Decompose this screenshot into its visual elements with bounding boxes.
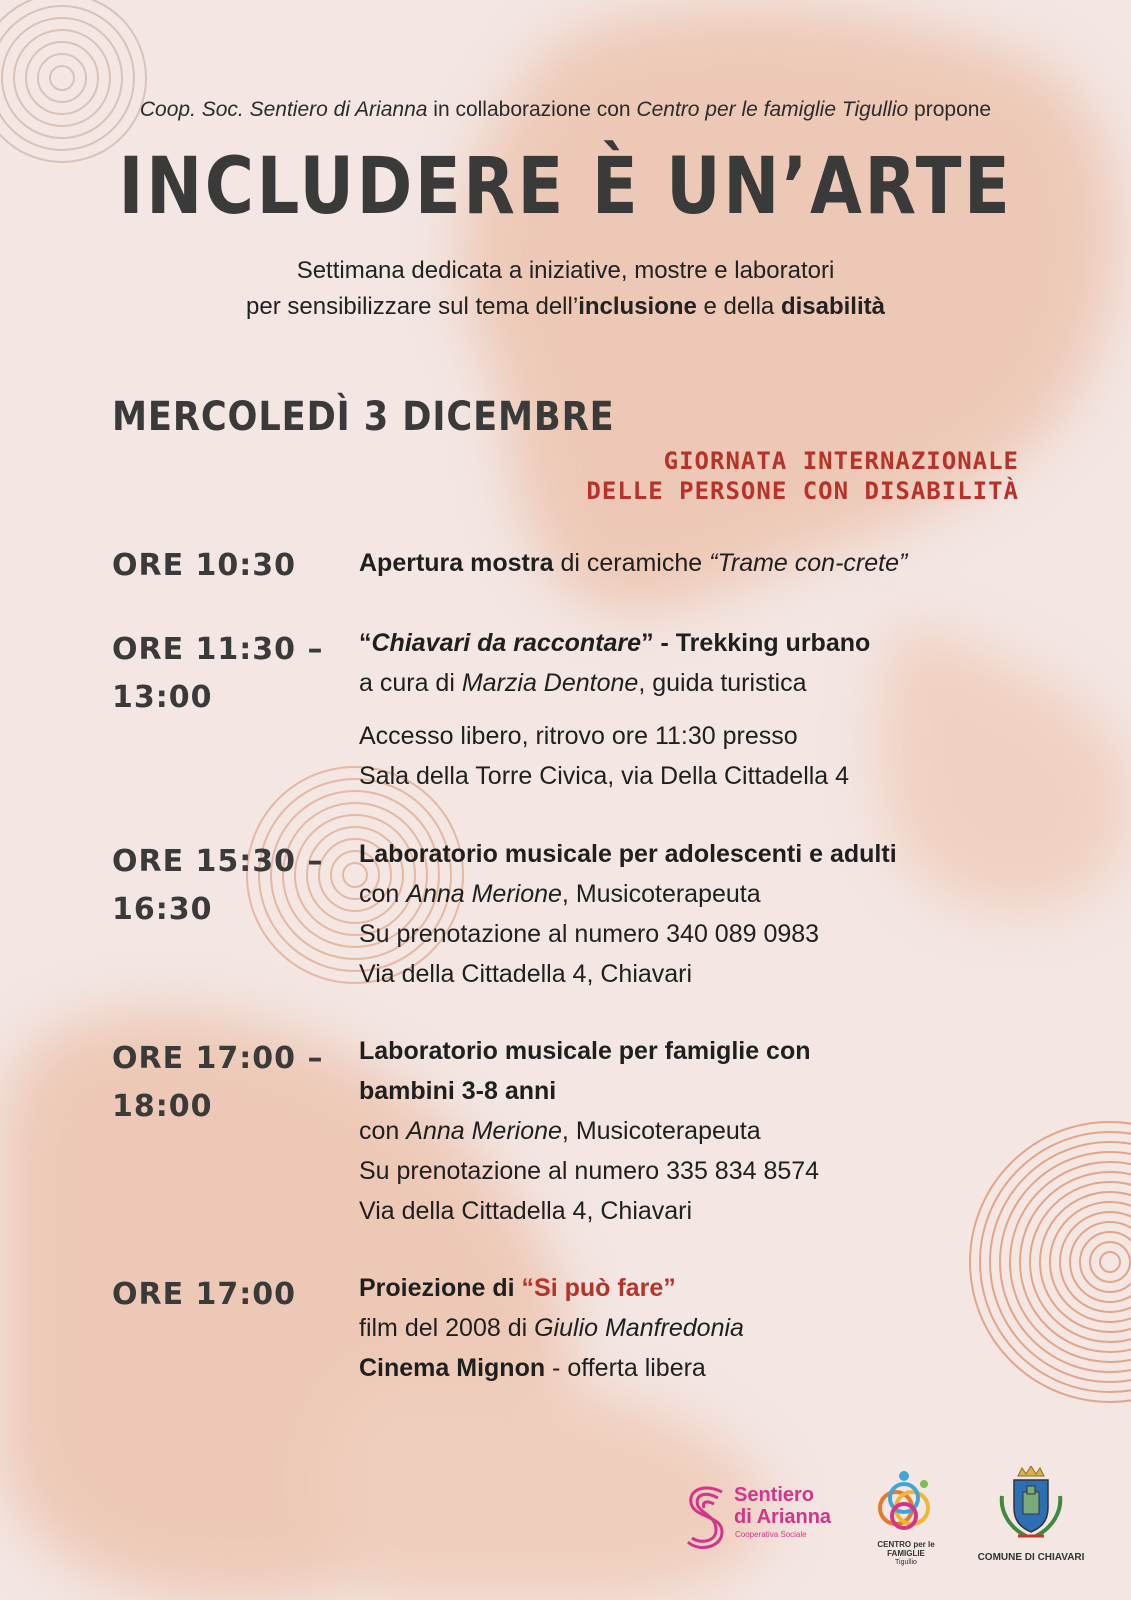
event-time: [112, 838, 327, 934]
event-title-bold: Laboratorio musicale per famiglie con: [359, 1037, 811, 1065]
event-time-line: 16:30: [112, 892, 213, 927]
intro-mid: in collaborazione con: [433, 98, 631, 121]
subtitle-line-2: [0, 289, 1131, 325]
international-day-line-2: DELLE PERSONE CON DISABILITÀ: [586, 477, 1019, 505]
sentiero-logo-mark: [682, 1482, 732, 1554]
event-text: , Musicoterapeuta: [561, 880, 761, 908]
event-time-line: 13:00: [112, 680, 213, 715]
event-time-line: ORE 17:00 –: [112, 1041, 324, 1076]
event-time: [112, 1035, 327, 1131]
event-line: Sala della Torre Civica, via Della Cittadella 4: [359, 762, 850, 790]
logo-text: Sentiero: [734, 1484, 815, 1506]
intro-line: [0, 98, 1131, 122]
event-text: , Musicoterapeuta: [561, 1117, 761, 1145]
day-heading: MERCOLEDÌ 3 DICEMBRE: [112, 394, 615, 440]
event-title-bold: bambini 3-8 anni: [359, 1077, 557, 1105]
event-text: , guida turistica: [638, 669, 807, 697]
event-time: [112, 542, 327, 590]
venue-name: Cinema Mignon: [359, 1354, 546, 1382]
event-text: con: [359, 1117, 407, 1145]
page-title: INCLUDERE È UN’ARTE: [118, 142, 1013, 232]
film-title: “Si può fare”: [521, 1274, 676, 1302]
centro-famiglie-logo-mark: [866, 1468, 946, 1538]
event-title-bold: ” - Trekking urbano: [641, 629, 871, 657]
subtitle-line-1: Settimana dedicata a iniziative, mostre e laboratori: [296, 257, 835, 284]
event-line: [359, 663, 1039, 703]
logo-text: FAMIGLIE: [887, 1549, 925, 1558]
international-day-line-1: GIORNATA INTERNAZIONALE: [663, 447, 1019, 475]
event-title: [359, 834, 1039, 874]
event-person: Marzia Dentone: [461, 669, 639, 697]
event-title-italic: “Trame con-crete”: [709, 549, 908, 577]
subtitle-keyword-disabilita: disabilità: [780, 293, 885, 320]
event-title: [359, 1268, 1039, 1308]
event-line: Su prenotazione al numero 335 834 8574: [359, 1157, 820, 1185]
event-line: [359, 1111, 1039, 1151]
logo-text: COMUNE DI CHIAVARI: [977, 1552, 1085, 1563]
event-line: [359, 874, 1039, 914]
logo-subtext: Cooperativa Sociale: [735, 1530, 807, 1539]
event-text: - offerta libera: [545, 1354, 706, 1382]
event-line: [359, 1308, 1039, 1348]
event-line: Via della Cittadella 4, Chiavari: [359, 1197, 693, 1225]
event-title: [359, 623, 1039, 663]
event-time-line: ORE 10:30: [112, 548, 297, 583]
event-title-italic: Chiavari da raccontare: [371, 629, 642, 657]
intro-partner: Centro per le famiglie Tigullio: [636, 98, 909, 121]
event-line: [359, 1348, 1039, 1388]
subtitle-text: e della: [696, 293, 781, 320]
event-person: Giulio Manfredonia: [534, 1314, 744, 1342]
event-description: [359, 623, 1039, 796]
event-title-text: di ceramiche: [553, 549, 710, 577]
logo-text: CENTRO per le: [877, 1540, 935, 1549]
subtitle: [0, 253, 1131, 325]
logo-comune-di-chiavari: [966, 1466, 1096, 1576]
event-description: [359, 1031, 1039, 1231]
event-description: [359, 1268, 1039, 1388]
logo-sentiero-di-arianna: [682, 1480, 842, 1560]
subtitle-keyword-inclusione: inclusione: [578, 293, 697, 320]
concentric-circles-top-left: [0, 0, 146, 162]
event-text: film del 2008 di: [359, 1314, 535, 1342]
intro-end: propone: [914, 98, 992, 121]
event-line: Via della Cittadella 4, Chiavari: [359, 960, 693, 988]
event-title-bold: Apertura mostra: [359, 549, 554, 577]
event-line: Accesso libero, ritrovo ore 11:30 presso: [359, 722, 798, 750]
event-title: [359, 543, 1039, 583]
event-text: a cura di: [359, 669, 462, 697]
logo-text: Tigullio: [895, 1559, 917, 1566]
event-text: con: [359, 880, 407, 908]
intro-org: Coop. Soc. Sentiero di Arianna: [139, 98, 428, 121]
event-time-line: 18:00: [112, 1089, 213, 1124]
event-time-line: ORE 17:00: [112, 1277, 297, 1312]
event-title-bold: Laboratorio musicale per adolescenti e adulti: [359, 840, 897, 868]
international-day-label: [586, 446, 1019, 506]
event-person: Anna Merione: [406, 1117, 562, 1145]
event-title: [359, 1031, 1039, 1071]
event-title: [359, 1071, 1039, 1111]
event-line: Su prenotazione al numero 340 089 0983: [359, 920, 820, 948]
event-time-line: ORE 15:30 –: [112, 844, 324, 879]
event-title-bold: “: [359, 629, 372, 657]
event-title-bold: Proiezione di: [359, 1274, 522, 1302]
logo-text: di Arianna: [734, 1506, 832, 1528]
subtitle-text: per sensibilizzare sul tema dell’: [246, 293, 579, 320]
event-description: [359, 834, 1039, 994]
event-time: [112, 1271, 327, 1319]
event-person: Anna Merione: [406, 880, 562, 908]
event-description: [359, 543, 1039, 583]
event-time: [112, 626, 327, 722]
event-time-line: ORE 11:30 –: [112, 632, 324, 667]
logo-centro-famiglie: [866, 1468, 946, 1572]
coat-of-arms-icon: [996, 1466, 1066, 1542]
